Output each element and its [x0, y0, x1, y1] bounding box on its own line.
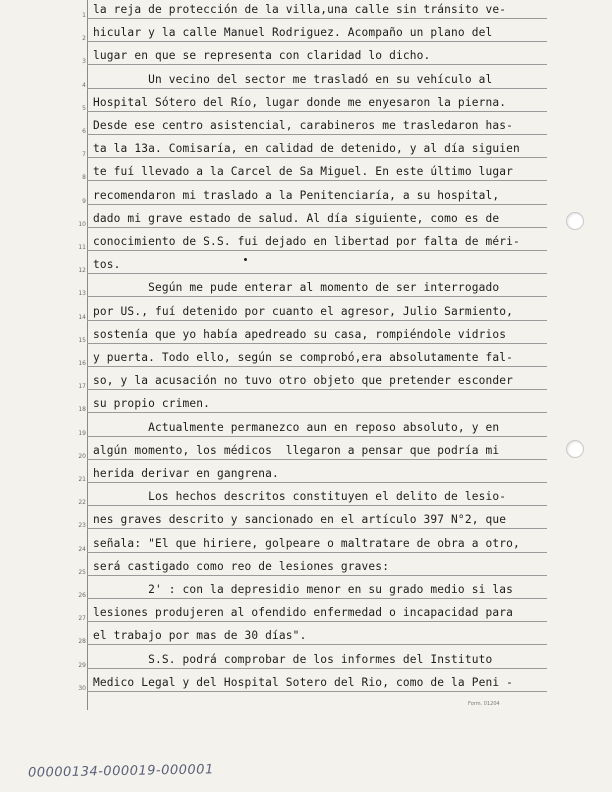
ruled-line [87, 64, 547, 65]
line-number: 21 [78, 476, 86, 483]
text-line: señala: "El que hiriere, golpeare o maltratare de obra a otro, [93, 536, 520, 550]
text-line: herida derivar en gangrena. [93, 467, 279, 480]
line-number: 11 [78, 244, 86, 251]
line-number: 18 [78, 406, 86, 414]
ruled-line [87, 250, 547, 251]
text-line: recomendaron mi traslado a la Penitenciaría, a su hospital, [93, 188, 500, 202]
ruled-line [87, 621, 547, 622]
line-number: 1 [82, 12, 86, 19]
line-number: 15 [78, 336, 86, 344]
ruled-line [87, 528, 547, 529]
line-number: 24 [78, 545, 86, 553]
text-line: su propio crimen. [93, 397, 211, 411]
ruled-line [87, 668, 547, 669]
ruled-line [87, 552, 547, 553]
ruled-line [87, 111, 547, 112]
punch-hole-lower [566, 440, 584, 458]
ruled-line [87, 18, 547, 19]
line-number: 19 [78, 429, 86, 437]
line-number: 26 [78, 592, 86, 599]
text-line: Desde ese centro asistencial, carabineros me trasledaron has- [93, 119, 514, 132]
line-number: 23 [78, 522, 86, 530]
line-number: 7 [82, 151, 86, 159]
line-number: 30 [78, 684, 86, 692]
line-number: 13 [78, 290, 86, 298]
ruled-line [87, 273, 547, 274]
line-number: 5 [82, 104, 86, 112]
line-number: 29 [78, 661, 86, 669]
ruled-line [87, 343, 547, 344]
ruled-line [87, 389, 547, 390]
ruled-line [87, 412, 547, 413]
ruled-line [87, 88, 547, 89]
text-line: Hospital Sótero del Río, lugar donde me enyesaron la pierna. [93, 95, 507, 109]
text-line: te fuí llevado a la Carcel de Sa Miguel. En este último lugar [93, 165, 514, 179]
ruled-line [87, 227, 547, 228]
ruled-line [87, 41, 547, 42]
text-line: Según me pude enterar al momento de ser interrogado [93, 281, 500, 295]
line-number: 25 [78, 568, 86, 576]
ruled-line [87, 598, 547, 599]
ruled-line [87, 134, 547, 135]
line-number: 9 [82, 197, 86, 205]
text-line: el trabajo por mas de 30 días". [93, 629, 307, 643]
text-line: hicular y la calle Manuel Rodriguez. Acompaño un plano del [93, 26, 493, 40]
text-line: Medico Legal y del Hospital Sotero del Rio, como de la Peni - [93, 675, 514, 689]
text-line: so, y la acusación no tuvo otro objeto que pretender esconder [93, 374, 514, 388]
ruled-line [87, 204, 547, 205]
text-line: nes graves descrito y sancionado en el artículo 397 N°2, que [93, 513, 507, 527]
ruled-line [87, 180, 547, 181]
punch-hole-upper [566, 212, 584, 230]
ruled-line [87, 644, 547, 645]
text-line: algún momento, los médicos llegaron a pensar que podría mi [93, 443, 500, 457]
text-line: 2' : con la depresidio menor en su grado medio si las [93, 583, 514, 596]
text-line: Actualmente permanezco aun en reposo absoluto, y en [93, 420, 500, 434]
line-number: 17 [78, 383, 86, 391]
ruled-line [87, 691, 547, 692]
ruled-line [87, 320, 547, 321]
ruled-line [87, 459, 547, 460]
line-number: 28 [78, 638, 86, 646]
line-number: 16 [78, 360, 86, 367]
line-number: 14 [78, 313, 86, 321]
form-number-label: Form. 01204 [468, 701, 500, 707]
ruled-line [87, 482, 547, 483]
text-line: lesiones produjeren al ofendido enfermedad o incapacidad para [93, 606, 514, 620]
ruled-line [87, 436, 547, 437]
ruled-line [87, 575, 547, 576]
left-margin-rule [87, 0, 88, 710]
text-line: será castigado como reo de lesiones graves: [93, 559, 390, 573]
text-line: sostenía que yo había apedreado su casa, rompiéndole vidrios [93, 327, 507, 341]
line-number: 3 [82, 58, 86, 66]
text-line: la reja de protección de la villa,una calle sin tránsito ve- [93, 3, 507, 16]
archive-stamp: 00000134-000019-000001 [27, 762, 214, 781]
line-number: 12 [78, 267, 86, 275]
ruled-line [87, 505, 547, 506]
ruled-line [87, 296, 547, 297]
text-line: Los hechos descritos constituyen el delito de lesio- [93, 490, 507, 504]
text-line: y puerta. Todo ello, según se comprobó,era absolutamente fal- [93, 351, 514, 364]
text-line: lugar en que se representa con claridad lo dicho. [93, 49, 431, 63]
line-number: 8 [82, 174, 86, 182]
line-number: 4 [82, 81, 86, 89]
line-number: 20 [78, 452, 86, 460]
line-number: 27 [78, 615, 86, 623]
ruled-line [87, 157, 547, 158]
line-number: 2 [82, 35, 86, 43]
text-line: ta la 13a. Comisaría, en calidad de detenido, y al día siguien [93, 142, 520, 156]
line-number: 10 [78, 220, 86, 228]
text-line: tos. [93, 258, 121, 272]
text-line: conocimiento de S.S. fui dejado en libertad por falta de méri- [93, 235, 520, 248]
text-line: por US., fuí detenido por cuanto el agresor, Julio Sarmiento, [93, 304, 514, 318]
text-line: Un vecino del sector me trasladó en su vehículo al [93, 72, 493, 86]
text-line: dado mi grave estado de salud. Al día siguiente, como es de [93, 211, 500, 225]
line-number: 22 [78, 499, 86, 507]
line-number: 6 [82, 128, 86, 135]
ruled-line [87, 366, 547, 367]
text-line: S.S. podrá comprobar de los informes del Instituto [93, 652, 493, 666]
